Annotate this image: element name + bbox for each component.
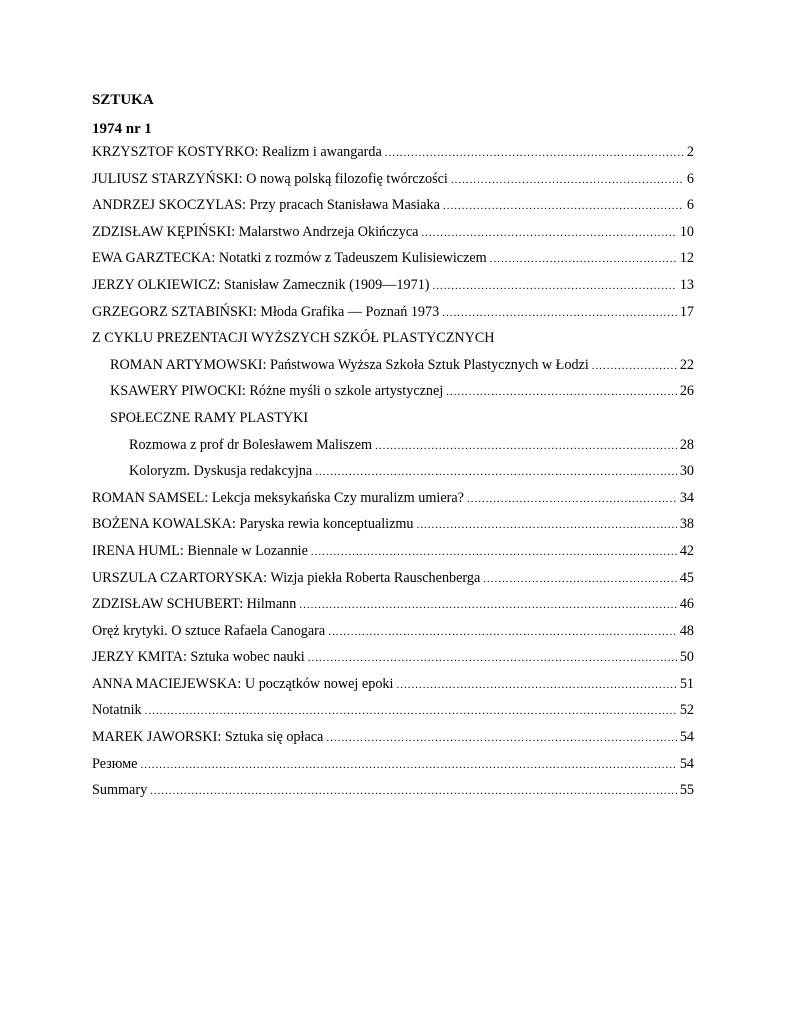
dot-leader: [483, 571, 677, 588]
toc-entry: [92, 250, 694, 277]
toc-entry: [92, 649, 694, 676]
toc-entry-title: JERZY OLKIEWICZ: Stanisław Zamecznik (1909—1971): [92, 276, 430, 293]
toc-entry-title: JERZY KMITA: Sztuka wobec nauki: [92, 649, 305, 666]
toc-entry: [92, 756, 694, 783]
toc-entry: [92, 676, 694, 703]
toc-page-number: 17: [679, 303, 694, 320]
toc-page-number: 13: [679, 276, 694, 293]
dot-leader: [299, 597, 676, 614]
toc-entry-title: ANDRZEJ SKOCZYLAS: Przy pracach Stanisława Masiaka: [92, 197, 440, 214]
toc-entry: [92, 357, 694, 384]
toc-entry-title: KSAWERY PIWOCKI: Różne myśli o szkole artystycznej: [110, 383, 444, 400]
toc-entry-title: URSZULA CZARTORYSKA: Wizja piekła Roberta Rauschenberga: [92, 569, 481, 586]
dot-leader: [145, 703, 677, 720]
toc-entry: [92, 197, 694, 224]
toc-entry-title: KRZYSZTOF KOSTYRKO: Realizm i awangarda: [92, 144, 382, 160]
toc-entry: [92, 463, 694, 490]
dot-leader: [490, 251, 677, 268]
toc-entry: [92, 702, 694, 729]
table-of-contents-page: [92, 91, 694, 809]
toc-entry-title: Резюме: [92, 755, 138, 772]
toc-page-number: 54: [679, 729, 694, 746]
toc-entry: [92, 171, 694, 198]
toc-entry-title: ZDZISŁAW SCHUBERT: Hilmann: [92, 596, 297, 613]
issue-label: 1974 nr 1: [92, 121, 152, 137]
toc-list: [92, 144, 694, 809]
dot-leader: [315, 464, 677, 481]
toc-entry-title: Notatnik: [92, 702, 142, 719]
toc-entry: [92, 570, 694, 597]
toc-page-number: 46: [679, 596, 694, 613]
toc-entry-title: MAREK JAWORSKI: Sztuka się opłaca: [92, 729, 324, 746]
toc-entry-title: ROMAN ARTYMOWSKI: Państwowa Wyższa Szkoła Sztuk Plastycznych w Łodzi: [110, 356, 589, 373]
toc-entry-title: IRENA HUML: Biennale w Lozannie: [92, 542, 308, 559]
toc-entry: [92, 596, 694, 623]
toc-entry-title: BOŻENA KOWALSKA: Paryska rewia konceptualizmu: [92, 516, 414, 533]
toc-page-number: 34: [679, 489, 694, 506]
toc-entry-title: SPOŁECZNE RAMY PLASTYKI: [110, 409, 309, 426]
toc-entry-title: ZDZISŁAW KĘPIŃSKI: Malarstwo Andrzeja Okińczyca: [92, 223, 419, 240]
dot-leader: [451, 172, 684, 189]
toc-page-number: 2: [686, 144, 694, 160]
toc-page-number: 26: [679, 383, 694, 400]
dot-leader: [421, 225, 676, 242]
toc-entry: [92, 516, 694, 543]
dot-leader: [442, 305, 677, 322]
toc-entry: [92, 437, 694, 464]
dot-leader: [150, 783, 677, 800]
dot-leader: [467, 491, 677, 508]
dot-leader: [140, 757, 676, 774]
toc-entry-title: Summary: [92, 782, 148, 799]
toc-page-number: 50: [679, 649, 694, 666]
journal-title: SZTUKA: [92, 92, 154, 108]
toc-section-heading: [92, 330, 694, 357]
dot-leader: [446, 384, 677, 401]
toc-page-number: 28: [679, 436, 694, 453]
dot-leader: [385, 145, 684, 162]
toc-page-number: 51: [679, 675, 694, 692]
toc-entry-title: Koloryzm. Dyskusja redakcyjna: [129, 463, 313, 480]
toc-entry-title: JULIUSZ STARZYŃSKI: O nową polską filozofię twórczości: [92, 170, 448, 187]
toc-page-number: 6: [686, 197, 694, 214]
toc-entry: [92, 224, 694, 251]
dot-leader: [592, 358, 677, 375]
toc-entry-title: ROMAN SAMSEL: Lekcja meksykańska Czy muralizm umiera?: [92, 489, 464, 506]
toc-entry-title: ANNA MACIEJEWSKA: U początków nowej epoki: [92, 675, 394, 692]
toc-entry: [92, 490, 694, 517]
dot-leader: [443, 198, 684, 215]
toc-entry-title: Oręż krytyki. O sztuce Rafaela Canogara: [92, 622, 326, 639]
dot-leader: [328, 624, 677, 641]
toc-page-number: 10: [679, 223, 694, 240]
toc-entry: [92, 383, 694, 410]
toc-page-number: 52: [679, 702, 694, 719]
toc-entry-title: Z CYKLU PREZENTACJI WYŻSZYCH SZKÓŁ PLASTYCZNYCH: [92, 330, 495, 347]
toc-entry-title: GRZEGORZ SZTABIŃSKI: Młoda Grafika — Poznań 1973: [92, 303, 440, 320]
toc-entry-title: Rozmowa z prof dr Bolesławem Maliszem: [129, 436, 373, 453]
toc-page-number: 38: [679, 516, 694, 533]
toc-page-number: 12: [679, 250, 694, 267]
toc-page-number: 22: [679, 356, 694, 373]
toc-page-number: 54: [679, 755, 694, 772]
toc-page-number: 30: [679, 463, 694, 480]
toc-section-heading: [92, 410, 694, 437]
toc-entry: [92, 729, 694, 756]
toc-entry: [92, 144, 694, 171]
dot-leader: [311, 544, 677, 561]
toc-entry: [92, 782, 694, 809]
toc-entry: [92, 304, 694, 331]
dot-leader: [417, 517, 677, 534]
toc-page-number: 48: [679, 622, 694, 639]
toc-page-number: 55: [679, 782, 694, 799]
toc-entry: [92, 543, 694, 570]
toc-page-number: 42: [679, 542, 694, 559]
dot-leader: [396, 677, 676, 694]
toc-page-number: 45: [679, 569, 694, 586]
dot-leader: [433, 278, 677, 295]
dot-leader: [308, 650, 677, 667]
toc-entry: [92, 623, 694, 650]
dot-leader: [375, 438, 677, 455]
dot-leader: [326, 730, 676, 747]
toc-page-number: 6: [686, 170, 694, 187]
toc-entry-title: EWA GARZTECKA: Notatki z rozmów z Tadeuszem Kulisiewiczem: [92, 250, 487, 267]
toc-entry: [92, 277, 694, 304]
